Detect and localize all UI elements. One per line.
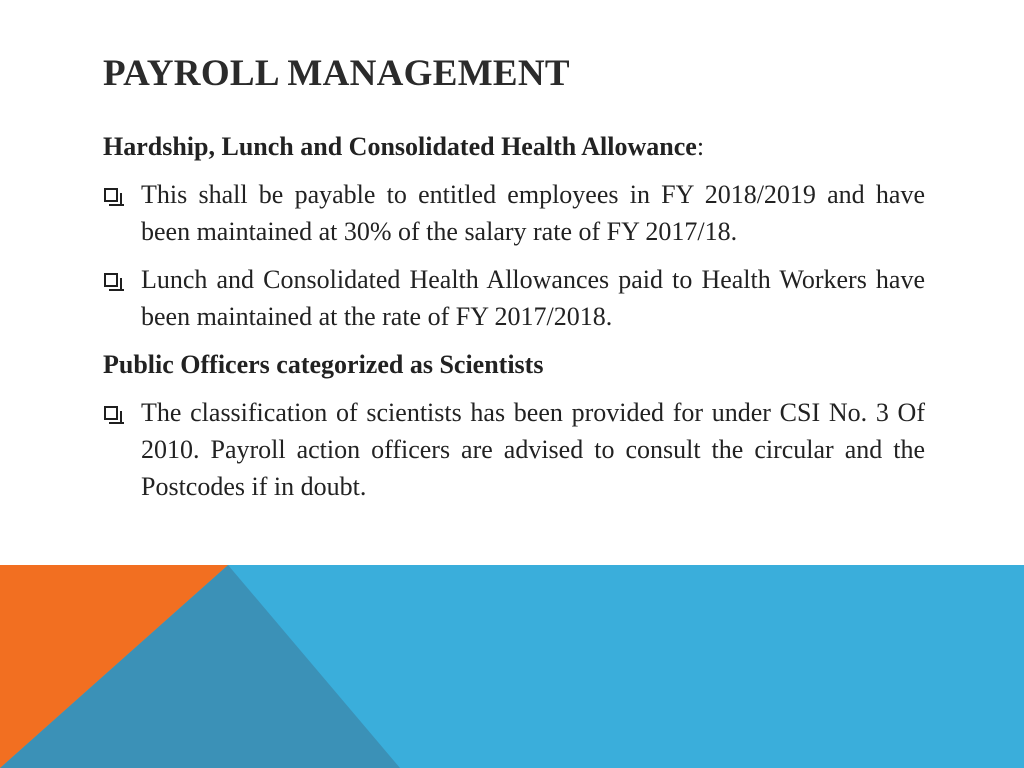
section-heading-allowance xyxy=(103,128,925,165)
slide-body xyxy=(103,128,925,516)
slide-title: PAYROLL MANAGEMENT xyxy=(103,53,570,94)
checkbox-square-icon xyxy=(104,188,118,202)
bullet-text: This shall be payable to entitled employees in FY 2018/2019 and have been maintained at 30% of the salary rate of FY 2017/18. xyxy=(141,180,925,246)
checkbox-square-icon xyxy=(104,273,118,287)
section-heading-scientists: Public Officers categorized as Scientists xyxy=(103,350,544,379)
bullet-item xyxy=(103,261,925,335)
bullet-item xyxy=(103,394,925,505)
heading-colon: : xyxy=(696,132,705,161)
decorative-banner xyxy=(0,565,1024,768)
checkbox-square-icon xyxy=(104,406,118,420)
bullet-text: The classification of scientists has been provided for under CSI No. 3 Of 2010. Payroll action officers are advised to consult the circular and the Postcodes if in doubt. xyxy=(141,398,925,501)
bullet-item xyxy=(103,176,925,250)
bullet-text: Lunch and Consolidated Health Allowances paid to Health Workers have been maintained at the rate of FY 2017/2018. xyxy=(141,265,925,331)
section-heading-text: Hardship, Lunch and Consolidated Health Allowance xyxy=(103,132,697,161)
